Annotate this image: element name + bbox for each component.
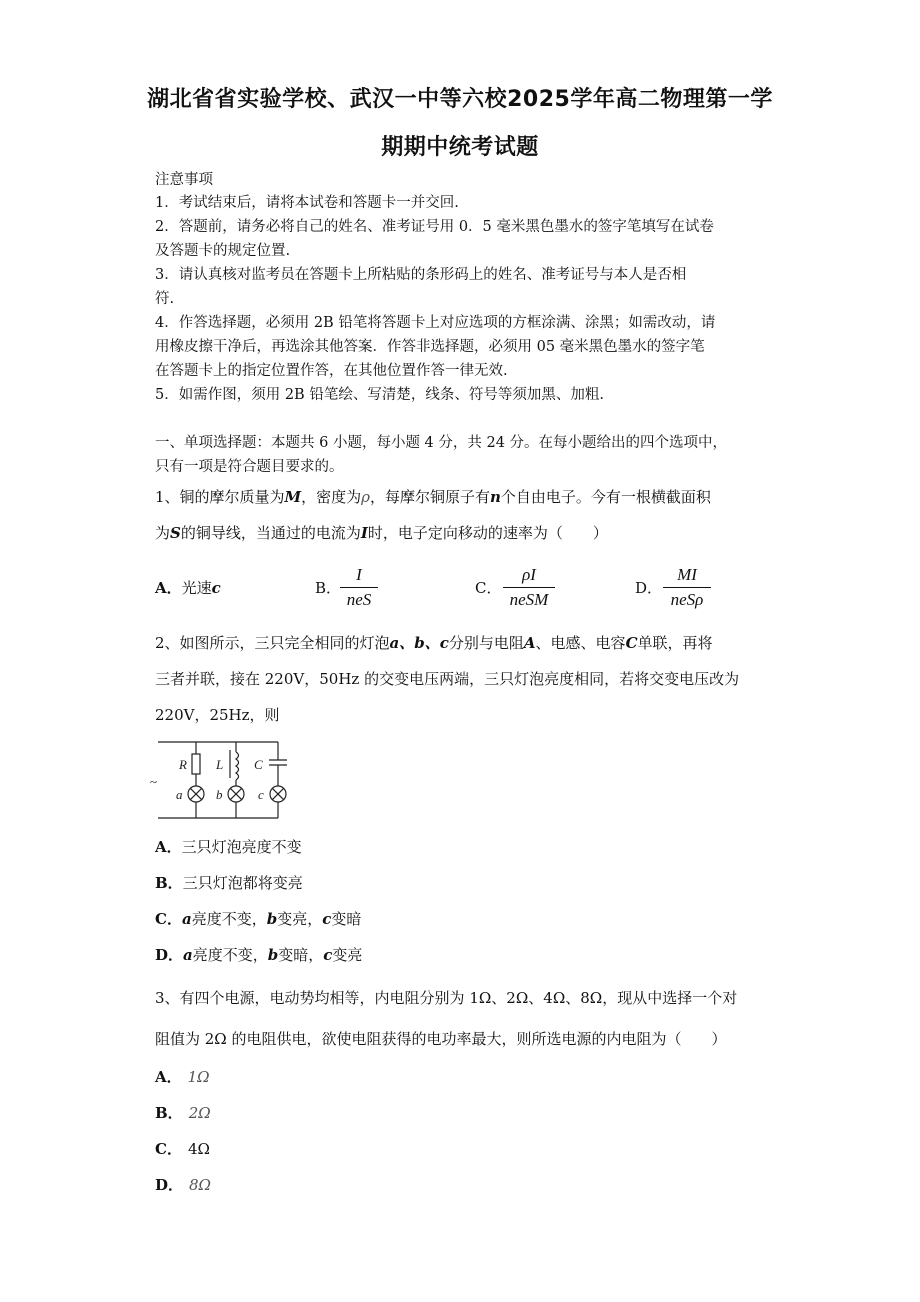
q2-text: 、电感、电容 (535, 634, 626, 652)
page-title-line-2: 期期中统考试题 (381, 135, 539, 160)
section-heading-line-2: 只有一项是符合题目要求的。 (155, 459, 344, 475)
q2-circuit-diagram (150, 736, 300, 824)
option-text: 三只灯泡都将变亮 (182, 874, 303, 892)
notice-line: 3．请认真核对监考员在答题卡上所粘贴的条形码上的姓名、准考证号与本人是否相 (155, 267, 687, 283)
notice-line: 在答题卡上的指定位置作答，在其他位置作答一律无效. (155, 363, 508, 379)
q2-option-a[interactable] (155, 836, 302, 858)
fraction-bar (340, 587, 378, 588)
q1-option-d-fraction (663, 565, 711, 610)
inductor-icon (236, 752, 239, 780)
q1-var-rho: ρ (361, 488, 370, 506)
q3-option-b[interactable] (155, 1102, 211, 1124)
option-label: B． (155, 874, 183, 892)
resistor-icon (192, 754, 200, 774)
option-var: c (323, 946, 333, 964)
label-b: b (216, 787, 223, 802)
option-label: A． (155, 579, 182, 597)
q3-option-c[interactable] (155, 1138, 210, 1160)
q2-text: 2、如图所示，三只完全相同的灯泡 (155, 634, 390, 652)
notice-line: 4．作答选择题，必须用 2B 铅笔将答题卡上对应选项的方框涂满、涂黑；如需改动，请 (155, 315, 716, 331)
fraction-bar (503, 587, 555, 588)
notice-line: 2．答题前，请务必将自己的姓名、准考证号用 0．5 毫米黑色墨水的签字笔填写在试卷 (155, 219, 714, 235)
q1-text: ，每摩尔铜原子有 (370, 488, 491, 506)
q2-stem-line-2: 三者并联，接在 220V，50Hz 的交变电压两端，三只灯泡亮度相同，若将交变电压改为 (155, 670, 740, 688)
q1-text: 的铜导线，当通过的电流为 (180, 524, 361, 542)
option-label: D． (155, 946, 184, 964)
q1-text: 时，电子定向移动的速率为（ ） (367, 524, 608, 542)
option-var: b (266, 910, 278, 928)
label-c-lower: c (258, 787, 264, 802)
option-text: 光速 (181, 579, 212, 597)
q2-option-c[interactable] (155, 908, 361, 930)
option-label: A． (155, 1068, 182, 1086)
option-text: 变亮， (277, 910, 323, 928)
option-value: 8Ω (189, 1176, 211, 1194)
q1-var-m: M (284, 488, 302, 506)
q2-stem-line-3: 220V，25Hz，则 (155, 706, 280, 724)
q1-text: 个自由电子。今有一根横截面积 (500, 488, 711, 506)
q1-option-c-label[interactable]: C． (475, 579, 502, 597)
option-var: a (181, 910, 192, 928)
q1-option-b-label[interactable]: B． (315, 579, 342, 597)
fraction-denominator: neSρ (670, 590, 704, 609)
label-r: R (179, 757, 187, 772)
option-value: 4Ω (187, 1140, 210, 1158)
q1-stem-line-2 (155, 522, 608, 544)
q1-option-a[interactable] (155, 577, 221, 599)
option-text: 变暗 (331, 910, 362, 928)
option-var: a (183, 946, 193, 964)
option-text: 变暗， (278, 946, 324, 964)
q2-text: 分别与电阻 (448, 634, 524, 652)
label-a: a (176, 787, 183, 802)
notice-line: 及答题卡的规定位置. (155, 243, 291, 259)
q2-option-d[interactable] (155, 944, 362, 966)
ac-source-symbol: ~ (150, 774, 158, 789)
label-l: L (216, 757, 224, 772)
q3-stem-line-1: 3、有四个电源，电动势均相等，内电阻分别为 1Ω、2Ω、4Ω、8Ω，现从中选择一个对 (155, 989, 738, 1007)
notice-line: 用橡皮擦干净后，再选涂其他答案．作答非选择题，必须用 05 毫米黑色墨水的签字笔 (155, 339, 705, 355)
option-value: 1Ω (187, 1068, 210, 1086)
option-var: c (322, 910, 332, 928)
q3-option-a[interactable] (155, 1066, 210, 1088)
option-text: 变亮 (332, 946, 363, 964)
q2-var-a: A (523, 634, 536, 652)
q2-vars-abc: a、b、c (389, 634, 449, 652)
q1-text: ，密度为 (301, 488, 362, 506)
option-text: 亮度不变， (192, 946, 268, 964)
option-text: 三只灯泡亮度不变 (181, 838, 302, 856)
q1-var-i: I (360, 524, 368, 542)
fraction-denominator: neS (346, 590, 372, 609)
notice-heading: 注意事项 (155, 172, 213, 188)
q1-option-b-fraction (340, 565, 378, 610)
option-text: 亮度不变， (191, 910, 267, 928)
q3-option-d[interactable] (155, 1174, 211, 1196)
q1-var-s: S (170, 524, 181, 542)
q1-stem-line-1 (155, 486, 711, 508)
fraction-denominator: neSM (509, 590, 549, 609)
notice-line: 5．如需作图，须用 2B 铅笔绘、写清楚，线条、符号等须加黑、加粗. (155, 387, 604, 403)
notice-line: 符. (155, 291, 175, 307)
q1-text: 1、铜的摩尔质量为 (155, 488, 285, 506)
section-heading-line-1: 一、单项选择题：本题共 6 小题，每小题 4 分，共 24 分。在每小题给出的四个选项中， (155, 435, 728, 451)
q2-var-c: C (625, 634, 638, 652)
q2-text: 单联，再将 (637, 634, 713, 652)
page-title-line-1: 湖北省省实验学校、武汉一中等六校2025学年高二物理第一学 (147, 87, 773, 112)
fraction-numerator: ρI (522, 565, 536, 584)
q1-text: 为 (155, 524, 171, 542)
label-c: C (254, 757, 263, 772)
option-var: c (211, 579, 221, 597)
option-label: C． (155, 910, 182, 928)
option-label: D． (155, 1176, 184, 1194)
notice-line: 1．考试结束后，请将本试卷和答题卡一并交回. (155, 195, 459, 211)
fraction-numerator: I (356, 565, 362, 584)
option-label: A． (155, 838, 182, 856)
q1-option-d-label[interactable]: D． (635, 579, 663, 597)
fraction-bar (663, 587, 711, 588)
q3-stem-line-2: 阻值为 2Ω 的电阻供电，欲使电阻获得的电功率最大，则所选电源的内电阻为（ ） (155, 1030, 727, 1048)
option-var: b (267, 946, 279, 964)
q2-stem-line-1 (155, 632, 713, 654)
q2-option-b[interactable] (155, 872, 303, 894)
option-value: 2Ω (188, 1104, 211, 1122)
q1-option-c-fraction (503, 565, 555, 610)
fraction-numerator: MI (677, 565, 697, 584)
option-label: C． (155, 1140, 182, 1158)
q1-var-n: n (490, 488, 501, 506)
option-label: B． (155, 1104, 183, 1122)
